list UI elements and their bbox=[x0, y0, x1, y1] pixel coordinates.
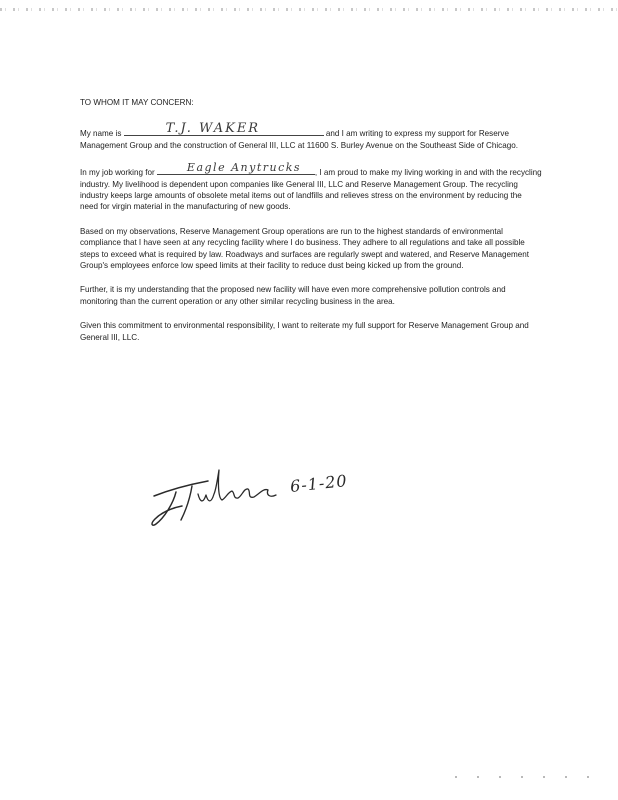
handwritten-name: T.J. WAKER bbox=[165, 121, 261, 136]
intro-text-after: and I am writing to express my support for Reserve Management Group and the construction of General III, LLC at 11600 S. Burley Avenue on the Southeast Side of Chicago. bbox=[80, 129, 518, 150]
name-blank bbox=[124, 121, 324, 136]
intro-paragraph bbox=[80, 121, 542, 151]
scan-edge-artifact-top bbox=[0, 8, 618, 11]
observations-paragraph: Based on my observations, Reserve Management Group operations are run to the highest standards of environmental compliance that I have seen at any recycling facility where I do business. They adhere to all regulations and take all possible steps to exceed what is required by law. Roadways and surfaces are regularly swept and watered, and Reserve Management Group's employees enforce low speed limits at their facility to reduce dust being kicked up from the ground. bbox=[80, 226, 529, 271]
job-paragraph bbox=[80, 160, 542, 213]
employer-blank bbox=[157, 160, 315, 175]
further-paragraph: Further, it is my understanding that the proposed new facility will have even more comprehensive pollution controls and monitoring than the current operation or any other similar recycling business in the area. bbox=[80, 285, 506, 306]
job-text-after: , I am proud to make my living working in and with the recycling industry. My livelihood is dependent upon companies like General III, LLC and Reserve Management Group. The recycling industry keeps large amounts of obsolete metal items out of landfills and relieves stress on the environment by reducing the need for virgin material in the manufacturing of new goods. bbox=[80, 168, 542, 212]
scan-edge-artifact-bottom bbox=[455, 776, 605, 778]
job-text-before: In my job working for bbox=[80, 168, 155, 178]
signature-date: 6-1-20 bbox=[289, 471, 349, 496]
letter-body bbox=[80, 97, 542, 356]
closing-paragraph: Given this commitment to environmental responsibility, I want to reiterate my full support for Reserve Management Group and General III, LLC. bbox=[80, 321, 529, 342]
intro-text-before: My name is bbox=[80, 129, 122, 139]
salutation: TO WHOM IT MAY CONCERN: bbox=[80, 98, 194, 107]
handwritten-employer: Eagle Anytrucks bbox=[186, 160, 302, 174]
